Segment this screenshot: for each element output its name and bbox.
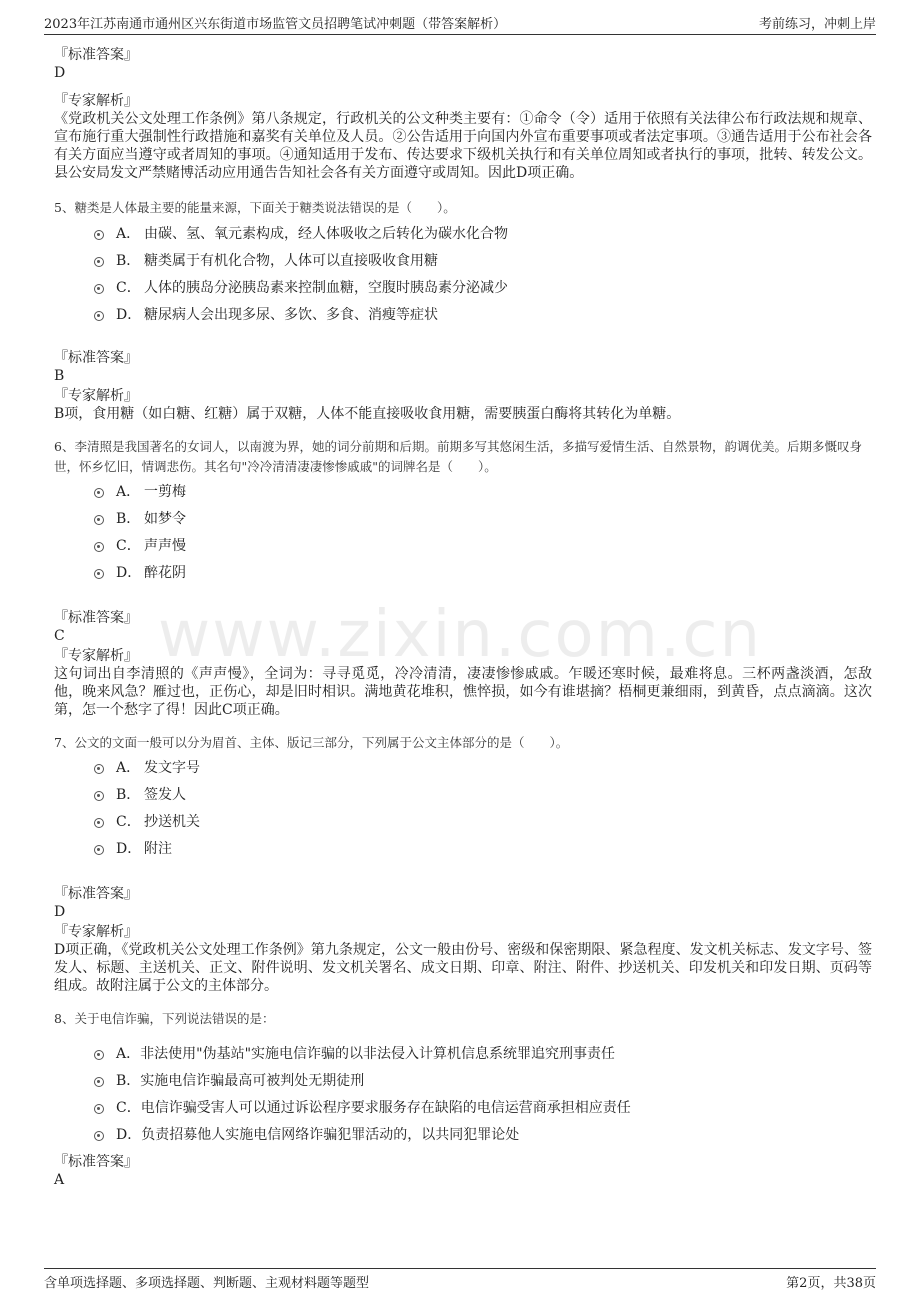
answer-label: 『标准答案』 <box>54 350 138 366</box>
question-stem: 6、李清照是我国著名的女词人，以南渡为界，她的词分前期和后期。前期多写其悠闲生活，多描写爱情生活、自然景物，韵调优美。后期多慨叹身世，怀乡忆旧，情调悲伤。其名句"冷冷清清凄凄惨惨戚戚"的词牌名是（ ）。 <box>54 439 862 474</box>
page-header <box>44 10 876 35</box>
question-stem: 7、公文的文面一般可以分为眉首、主体、版记三部分，下列属于公文主体部分的是（ ）。 <box>54 735 569 750</box>
radio-icon[interactable] <box>94 311 104 321</box>
option-c[interactable]: C． 抄送机关 <box>54 809 872 836</box>
analysis-text: 这句词出自李清照的《声声慢》，全词为：寻寻觅觅，冷冷清清，凄凄惨惨戚戚。乍暖还寒时候，最难将息。三杯两盏淡酒，怎敌他，晚来风急？雁过也，正伤心，却是旧时相识。满地黄花堆积，憔悴损，如今有谁堪摘？梧桐更兼细雨，到黄昏，点点滴滴。这次第，怎一个愁字了得！因此C项正确。 <box>54 666 872 718</box>
radio-icon[interactable] <box>94 230 104 240</box>
page-number: 第2页，共38页 <box>786 1276 876 1291</box>
watermark: www.zixin.com.cn <box>157 598 763 672</box>
answer-value: C <box>54 628 65 644</box>
analysis-label: 『专家解析』 <box>54 93 138 109</box>
header-slogan: 考前练习，冲刺上岸 <box>758 17 876 32</box>
option-list <box>54 221 872 329</box>
option-c[interactable]: C． 人体的胰岛分泌胰岛素来控制血糖，空腹时胰岛素分泌减少 <box>54 275 872 302</box>
option-d[interactable]: D． 附注 <box>54 836 872 863</box>
option-list <box>54 1041 872 1149</box>
answer-value: B <box>54 368 65 384</box>
option-a[interactable]: A． 发文字号 <box>54 755 872 782</box>
question-stem: 8、关于电信诈骗，下列说法错误的是： <box>54 1011 275 1026</box>
answer-label: 『标准答案』 <box>54 610 138 626</box>
footer-note: 含单项选择题、多项选择题、判断题、主观材料题等题型 <box>44 1276 370 1291</box>
analysis-label: 『专家解析』 <box>54 648 138 664</box>
option-a[interactable]: A． 一剪梅 <box>54 479 872 506</box>
option-a[interactable]: A． 由碳、氢、氧元素构成，经人体吸收之后转化为碳水化合物 <box>54 221 872 248</box>
analysis-text: D项正确，《党政机关公文处理工作条例》第九条规定，公文一般由份号、密级和保密期限、紧急程度、发文机关标志、发文字号、签发人、标题、主送机关、正文、附件说明、发文机关署名、成文日期、印章、附注、附件、抄送机关、印发机关和印发日期、页码等组成。故附注属于公文的主体部分。 <box>54 942 872 994</box>
radio-icon[interactable] <box>94 488 104 498</box>
option-d[interactable]: D． 糖尿病人会出现多尿、多饮、多食、消瘦等症状 <box>54 302 872 329</box>
question-8 <box>54 1009 872 1189</box>
option-c[interactable]: C． 声声慢 <box>54 533 872 560</box>
radio-icon[interactable] <box>94 1131 104 1141</box>
option-a[interactable]: A．非法使用"伪基站"实施电信诈骗的以非法侵入计算机信息系统罪追究刑事责任 <box>54 1041 872 1068</box>
question-7 <box>54 733 872 995</box>
page-content <box>54 46 872 1189</box>
analysis-label: 『专家解析』 <box>54 388 138 404</box>
page-footer <box>44 1268 876 1294</box>
question-6 <box>54 437 872 719</box>
option-b[interactable]: B． 如梦令 <box>54 506 872 533</box>
answer-label: 『标准答案』 <box>54 47 138 63</box>
analysis-label: 『专家解析』 <box>54 924 138 940</box>
question-5 <box>54 198 872 423</box>
radio-icon[interactable] <box>94 1104 104 1114</box>
radio-icon[interactable] <box>94 284 104 294</box>
question-stem: 5、糖类是人体最主要的能量来源，下面关于糖类说法错误的是（ ）。 <box>54 200 456 215</box>
radio-icon[interactable] <box>94 845 104 855</box>
analysis-text: B项，食用糖（如白糖、红糖）属于双糖，人体不能直接吸收食用糖，需要胰蛋白酶将其转化为单糖。 <box>54 406 681 422</box>
analysis-text: 《党政机关公文处理工作条例》第八条规定，行政机关的公文种类主要有：①命令（令）适用于依照有关法律公布行政法规和规章、宣布施行重大强制性行政措施和嘉奖有关单位及人员。②公告适用于向国内外宣布重要事项或者法定事项。③通告适用于公布社会各有关方面应当遵守或者周知的事项。④通知适用于发布、传达要求下级机关执行和有关单位周知或者执行的事项，批转、转发公文。县公安局发文严禁赌博活动应用通告告知社会各有关方面遵守或周知。因此D项正确。 <box>54 111 872 181</box>
answer-value: D <box>54 65 66 81</box>
option-d[interactable]: D． 醉花阴 <box>54 560 872 587</box>
option-list <box>54 479 872 587</box>
radio-icon[interactable] <box>94 791 104 801</box>
option-b[interactable]: B．实施电信诈骗最高可被判处无期徒刑 <box>54 1068 872 1095</box>
answer-value: D <box>54 904 66 920</box>
radio-icon[interactable] <box>94 542 104 552</box>
radio-icon[interactable] <box>94 764 104 774</box>
document-title: 2023年江苏南通市通州区兴东街道市场监管文员招聘笔试冲刺题（带答案解析） <box>44 17 507 32</box>
radio-icon[interactable] <box>94 515 104 525</box>
answer-block-previous <box>54 46 872 182</box>
answer-value: A <box>54 1172 65 1188</box>
answer-label: 『标准答案』 <box>54 1154 138 1170</box>
radio-icon[interactable] <box>94 257 104 267</box>
option-c[interactable]: C．电信诈骗受害人可以通过诉讼程序要求服务存在缺陷的电信运营商承担相应责任 <box>54 1095 872 1122</box>
radio-icon[interactable] <box>94 818 104 828</box>
option-d[interactable]: D．负责招募他人实施电信网络诈骗犯罪活动的，以共同犯罪论处 <box>54 1122 872 1149</box>
answer-label: 『标准答案』 <box>54 886 138 902</box>
option-b[interactable]: B． 糖类属于有机化合物，人体可以直接吸收食用糖 <box>54 248 872 275</box>
radio-icon[interactable] <box>94 1077 104 1087</box>
option-b[interactable]: B． 签发人 <box>54 782 872 809</box>
radio-icon[interactable] <box>94 1050 104 1060</box>
option-list <box>54 755 872 863</box>
radio-icon[interactable] <box>94 569 104 579</box>
